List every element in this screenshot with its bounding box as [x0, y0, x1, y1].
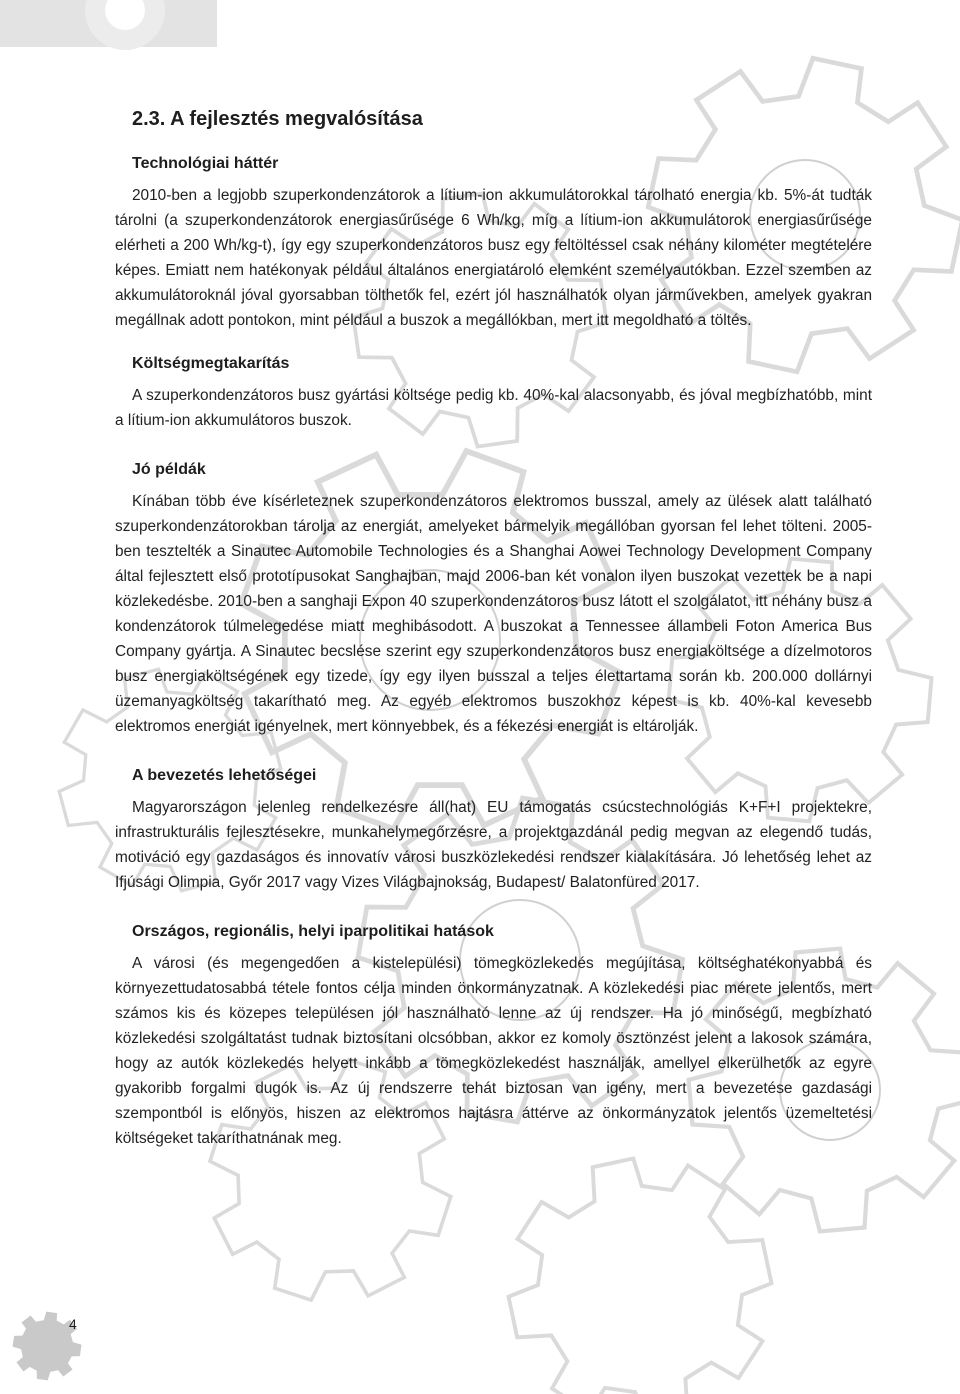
section-paragraph-cost-savings: A szuperkondenzátoros busz gyártási költsége pedig kb. 40%-kal alacsonyabb, és jóval megbízhatóbb, mint a lítium-ion akkumulátoros buszok.	[115, 387, 872, 429]
section-heading-good-examples: Jó példák	[132, 461, 206, 478]
section-paragraph-introduction-options: Magyarországon jelenleg rendelkezésre áll(hat) EU támogatás csúcstechnológiás K+F+I projektekre, infrastrukturális fejlesztésekre, munkahelymegőrzésre, a projektgazdánál pedig megvan az elegendő tudás, motiváció egy gazdaságos és innovatív városi buszközlekedési rendszer kialakítására. Jó lehetőség lehet az Ifjúsági Olimpia, Győr 2017 vagy Vizes Világbajnokság, Budapest/ Balatonfüred 2017.	[115, 799, 872, 891]
section-paragraph-technology: 2010-ben a legjobb szuperkondenzátorok a lítium-ion akkumulátorokkal tárolható energia kb. 5%-át tudták tárolni (a szuperkondenzátorok energiasűrűsége 6 Wh/kg, míg a lítium-ion akkumulátorok energiasűrűsége elérheti a 200 Wh/kg-t), így egy szuperkondenzátoros busz egy feltöltéssel csak néhány kilométer megtételére képes. Emiatt nem hatékonyak például általános energiatároló elemként személyautókban. Ezzel szemben az akkumulátoroknál jóval gyorsabban tölthetők fel, ezért jól használhatók olyan járművekben, amelyek gyakran megállnak adott pontokon, mint például a buszok a megállókban, mert itt megoldható a töltés.	[115, 187, 872, 329]
page-number: 4	[69, 1316, 77, 1332]
section-heading-industrial-policy: Országos, regionális, helyi iparpolitikai hatások	[132, 923, 494, 940]
gear-outline-icon	[486, 1136, 794, 1394]
section-heading-introduction-options: A bevezetés lehetőségei	[132, 767, 317, 784]
section-heading-technology: Technológiai háttér	[132, 155, 279, 172]
page-content	[115, 108, 872, 1151]
section-heading-cost-savings: Költségmegtakarítás	[132, 355, 290, 372]
chapter-title: 2.3. A fejlesztés megvalósítása	[132, 108, 423, 130]
section-paragraph-industrial-policy: A városi (és megengedően a kistelepülési) tömegközlekedés megújítása, költséghatékonyabbá és környezettudatosabbá tétele fontos célja minden önkormányzatnak. A közlekedési piac mérete jelentős, mert számos kis és közepes településen jól használható lenne az új rendszer. Ha jó minőségű, megbízható közlekedési szolgáltatást tudnak biztosítani olcsóbban, akkor ez komoly ösztönzést jelent a lakosok számára, hogy az autók közlekedés helyett inkább a tömegközlekedést használják, amellyel elkerülhetők az egyre gyakoribb forgalmi dugók is. Az új rendszerre tehát biztosan van igény, mert a bevezetése gazdasági szempontból is előnyös, hiszen az elektromos hajtásra áttérve az önkormányzatok jelentős üzemeltetési költségeket takaríthatnának meg.	[115, 955, 872, 1147]
section-paragraph-good-examples: Kínában több éve kísérleteznek szuperkondenzátoros elektromos busszal, amely az ülések alatt található szuperkondenzátorokban tárolja az energiát, amelyeket bármelyik megállóban gyorsan fel lehet tölteni. 2005-ben tesztelték a Sinautec Automobile Technologies és a Shanghai Aowei Technology Development Company által fejlesztett első prototípusokat Sanghajban, majd 2006-ban két vonalon ilyen buszokat vezettek be a napi közlekedésbe. 2010-ben a sanghaji Expon 40 szuperkondenzátoros busz látott el szolgálatot, itt néhány busz a kondenzátorok túlmelegedése miatt meghibásodott. A buszokat a Tennessee állambeli Foton America Bus Company gyártja. A Sinautec becslése szerint egy szuperkondenzátoros busz energiaköltsége a dízelmotoros busz energiaköltségének egy tizede, így egy ilyen busszal a teljes élettartama során kb. 200.000 dollárnyi üzemanyagköltség takarítható meg. Az egyéb elektromos buszokhoz képest is kb. 40%-kal kevesebb elektromos energiát igényelnek, mert könnyebbek, és a fékezési energiát is eltárolják.	[115, 493, 872, 735]
